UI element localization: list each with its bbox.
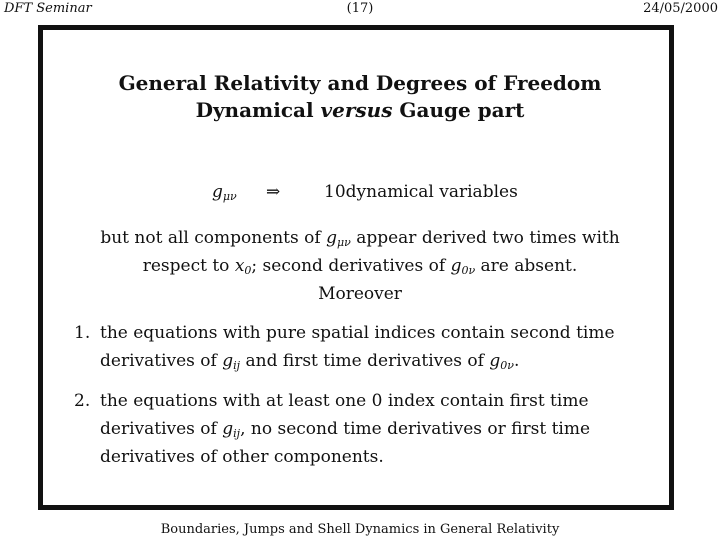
dynamical-variables-text: 10dynamical variables (324, 182, 518, 202)
title-line-2-emphasis: versus (320, 98, 393, 122)
item2-g-subscript: ij (233, 427, 241, 440)
item2-gij (222, 419, 240, 439)
paragraph-metric (326, 228, 351, 248)
paragraph-x0 (235, 256, 252, 276)
slide-footer: Boundaries, Jumps and Shell Dynamics in General Relativity (160, 522, 560, 537)
metric-subscript: μν (222, 190, 237, 203)
item1-g0nu (489, 351, 514, 371)
item1-text-b: derivatives of (100, 351, 223, 371)
list-item-2-line-1: the equations with at least one 0 index contain first time (100, 391, 589, 411)
item2-g: g (222, 419, 234, 439)
list-item (74, 387, 644, 477)
seminar-name: DFT Seminar (4, 1, 92, 16)
metric-g: g (212, 182, 223, 202)
paragraph-g0-subscript: 0ν (461, 264, 476, 277)
item2-text-c: , no second time derivatives or first time (240, 419, 591, 439)
paragraph-text-5: are absent. (475, 256, 578, 276)
list-item-number: 2. (74, 391, 91, 411)
slide-number: (17) (346, 1, 374, 16)
explanation-paragraph (60, 224, 660, 308)
item1-g-subscript: ij (233, 359, 241, 372)
title-line-2-post: Gauge part (392, 98, 525, 122)
paragraph-text-3: respect to (142, 256, 235, 276)
paragraph-line-1 (60, 224, 660, 252)
item1-g: g (222, 351, 234, 371)
item1-g2-subscript: 0ν (500, 359, 514, 372)
paragraph-line-3: Moreover (318, 284, 402, 304)
item1-text-d: . (513, 351, 520, 371)
slide-date: 24/05/2000 (643, 1, 718, 16)
list-item-body (100, 387, 644, 471)
slide-title (0, 70, 720, 124)
list-item-2-line-2 (100, 415, 644, 443)
item2-text-b: derivatives of (100, 419, 223, 439)
slide-header (0, 0, 720, 20)
paragraph-x: x (234, 256, 245, 276)
paragraph-metric-subscript: μν (336, 236, 351, 249)
paragraph-metric-g: g (326, 228, 337, 248)
paragraph-text-2: appear derived two times with (350, 228, 620, 248)
paragraph-line-2 (60, 252, 660, 280)
title-line-1: General Relativity and Degrees of Freedom (118, 71, 602, 95)
item1-gij (222, 351, 240, 371)
title-line-2 (0, 97, 720, 124)
list-item-number: 1. (74, 323, 91, 343)
paragraph-text-4: ; second derivatives of (251, 256, 451, 276)
item1-g2: g (489, 351, 501, 371)
list-item (74, 319, 644, 379)
paragraph-g0: g (450, 256, 462, 276)
item1-text-c: and first time derivatives of (240, 351, 490, 371)
title-line-2-pre: Dynamical (195, 98, 321, 122)
paragraph-x-subscript: 0 (244, 264, 252, 277)
list-item-2-line-3: derivatives of other components. (100, 447, 384, 467)
metric-symbol (212, 180, 237, 204)
list-item-body (100, 319, 644, 375)
list-item-1-line-1: the equations with pure spatial indices contain second time (100, 323, 615, 343)
list-item-1-line-2 (100, 347, 644, 375)
paragraph-text-1: but not all components of (100, 228, 327, 248)
implies-arrow: ⇒ (266, 182, 281, 202)
paragraph-g0nu (451, 256, 476, 276)
